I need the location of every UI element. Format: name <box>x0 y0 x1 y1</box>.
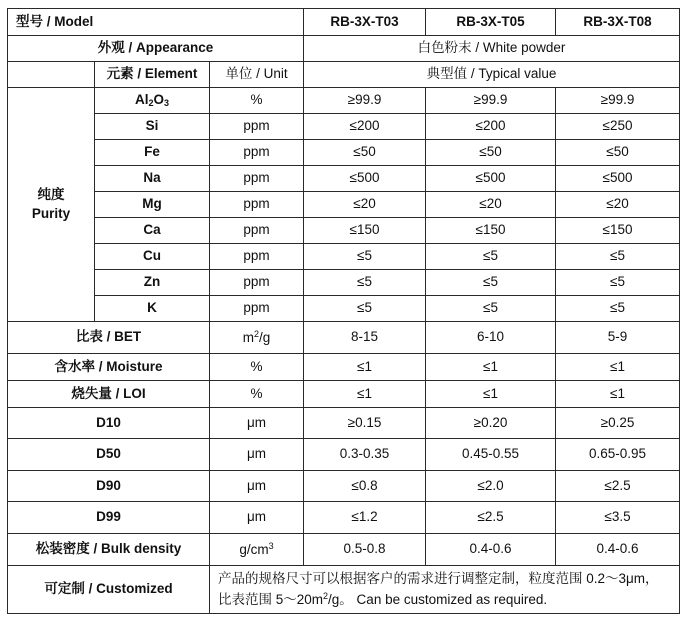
property-unit: μm <box>210 502 304 534</box>
al-symbol: Al <box>134 91 149 107</box>
property-row <box>8 354 680 381</box>
value-cell: ≤150 <box>426 218 556 244</box>
property-unit: μm <box>210 408 304 439</box>
bulk-density-unit <box>210 534 304 566</box>
property-label: D90 <box>8 471 210 502</box>
value-cell: 8-15 <box>304 322 426 354</box>
value-cell: ≤50 <box>556 140 680 166</box>
property-row <box>8 502 680 534</box>
value-cell: 0.45-0.55 <box>426 439 556 471</box>
customized-superscript: 2 <box>323 590 329 601</box>
element-unit: ppm <box>210 140 304 166</box>
value-cell: 0.65-0.95 <box>556 439 680 471</box>
model-header-row <box>8 9 680 36</box>
value-cell: ≤5 <box>304 244 426 270</box>
value-cell: 0.4-0.6 <box>556 534 680 566</box>
value-cell: ≤1 <box>426 354 556 381</box>
property-label: 含水率 / Moisture <box>8 354 210 381</box>
purity-row <box>8 296 680 322</box>
appearance-value: 白色粉末 / White powder <box>304 36 680 62</box>
bet-unit <box>210 322 304 354</box>
customized-label: 可定制 / Customized <box>8 566 210 614</box>
value-cell: ≥99.9 <box>426 88 556 114</box>
value-cell: ≥99.9 <box>304 88 426 114</box>
value-cell: 0.4-0.6 <box>426 534 556 566</box>
value-cell: ≤2.0 <box>426 471 556 502</box>
value-cell: ≤0.8 <box>304 471 426 502</box>
element-unit: ppm <box>210 244 304 270</box>
element-name: Cu <box>95 244 210 270</box>
element-column-header: 元素 / Element <box>95 62 210 88</box>
appearance-row <box>8 36 680 62</box>
purity-row <box>8 192 680 218</box>
element-name <box>95 88 210 114</box>
element-name: Mg <box>95 192 210 218</box>
value-cell: ≥0.20 <box>426 408 556 439</box>
value-cell: ≤5 <box>556 296 680 322</box>
customized-text <box>210 566 680 614</box>
element-name: Na <box>95 166 210 192</box>
property-label: D50 <box>8 439 210 471</box>
property-unit: % <box>210 381 304 408</box>
value-cell: ≥99.9 <box>556 88 680 114</box>
property-row <box>8 439 680 471</box>
element-unit: ppm <box>210 114 304 140</box>
value-cell: ≤150 <box>304 218 426 244</box>
blank-cell <box>8 62 95 88</box>
value-cell: 0.5-0.8 <box>304 534 426 566</box>
value-cell: ≤5 <box>426 244 556 270</box>
unit-superscript: 2 <box>253 328 259 339</box>
value-cell: ≤1 <box>556 381 680 408</box>
unit-superscript: 3 <box>268 540 274 551</box>
value-cell: ≤2.5 <box>556 471 680 502</box>
value-cell: ≤250 <box>556 114 680 140</box>
property-unit: % <box>210 354 304 381</box>
element-unit: ppm <box>210 296 304 322</box>
purity-row <box>8 88 680 114</box>
purity-row <box>8 218 680 244</box>
element-unit: % <box>210 88 304 114</box>
bet-label: 比表 / BET <box>8 322 210 354</box>
customized-text-part2: /g。 Can be customized as required. <box>328 591 548 607</box>
element-unit: ppm <box>210 192 304 218</box>
value-cell: ≥0.15 <box>304 408 426 439</box>
purity-row <box>8 166 680 192</box>
bet-row <box>8 322 680 354</box>
element-unit: ppm <box>210 166 304 192</box>
value-cell: ≤5 <box>304 296 426 322</box>
value-cell: 0.3-0.35 <box>304 439 426 471</box>
element-unit: ppm <box>210 270 304 296</box>
value-cell: ≤20 <box>304 192 426 218</box>
purity-label-en: Purity <box>31 205 71 221</box>
value-cell: ≤500 <box>304 166 426 192</box>
element-name: Fe <box>95 140 210 166</box>
value-cell: ≤20 <box>426 192 556 218</box>
typical-value-header: 典型值 / Typical value <box>304 62 680 88</box>
value-cell: ≤1.2 <box>304 502 426 534</box>
element-name: Si <box>95 114 210 140</box>
unit-column-header: 单位 / Unit <box>210 62 304 88</box>
value-cell: ≤50 <box>426 140 556 166</box>
bulk-density-row <box>8 534 680 566</box>
value-cell: ≤5 <box>556 270 680 296</box>
value-cell: ≤1 <box>304 381 426 408</box>
value-cell: ≥0.25 <box>556 408 680 439</box>
value-cell: ≤5 <box>304 270 426 296</box>
purity-row <box>8 140 680 166</box>
specification-table <box>7 8 680 614</box>
value-cell: 6-10 <box>426 322 556 354</box>
purity-row <box>8 114 680 140</box>
model-name: RB-3X-T08 <box>556 9 680 36</box>
property-unit: μm <box>210 439 304 471</box>
value-cell: ≤1 <box>304 354 426 381</box>
value-cell: ≤150 <box>556 218 680 244</box>
value-cell: ≤5 <box>556 244 680 270</box>
value-cell: ≤50 <box>304 140 426 166</box>
subscript-2: 2 <box>148 97 154 108</box>
property-row <box>8 381 680 408</box>
value-cell: ≤500 <box>556 166 680 192</box>
property-label: D10 <box>8 408 210 439</box>
unit-base: m <box>242 329 254 345</box>
subscript-3: 3 <box>164 97 170 108</box>
column-header-row <box>8 62 680 88</box>
customized-text-part1: 产品的规格尺寸可以根据客户的需求进行调整定制，粒度范围 0.2～3μm，比表范围 5～20m <box>218 571 659 607</box>
property-row <box>8 471 680 502</box>
unit-tail: /g <box>259 329 271 345</box>
model-name: RB-3X-T03 <box>304 9 426 36</box>
value-cell: ≤200 <box>304 114 426 140</box>
property-unit: μm <box>210 471 304 502</box>
value-cell: ≤2.5 <box>426 502 556 534</box>
value-cell: ≤1 <box>556 354 680 381</box>
value-cell: ≤5 <box>426 270 556 296</box>
value-cell: ≤20 <box>556 192 680 218</box>
value-cell: ≤500 <box>426 166 556 192</box>
model-name: RB-3X-T05 <box>426 9 556 36</box>
o-symbol: O <box>153 91 164 107</box>
appearance-label: 外观 / Appearance <box>8 36 304 62</box>
bulk-density-label: 松装密度 / Bulk density <box>8 534 210 566</box>
unit-base: g/cm <box>239 541 269 557</box>
purity-label <box>8 88 95 322</box>
element-name: Ca <box>95 218 210 244</box>
element-name: Zn <box>95 270 210 296</box>
value-cell: ≤1 <box>426 381 556 408</box>
purity-row <box>8 244 680 270</box>
property-label: D99 <box>8 502 210 534</box>
property-row <box>8 408 680 439</box>
element-name: K <box>95 296 210 322</box>
value-cell: ≤200 <box>426 114 556 140</box>
model-label: 型号 / Model <box>8 9 304 36</box>
value-cell: 5-9 <box>556 322 680 354</box>
purity-label-cn: 纯度 <box>37 186 65 202</box>
element-unit: ppm <box>210 218 304 244</box>
value-cell: ≤3.5 <box>556 502 680 534</box>
property-label: 烧失量 / LOI <box>8 381 210 408</box>
purity-row <box>8 270 680 296</box>
value-cell: ≤5 <box>426 296 556 322</box>
customized-row <box>8 566 680 614</box>
